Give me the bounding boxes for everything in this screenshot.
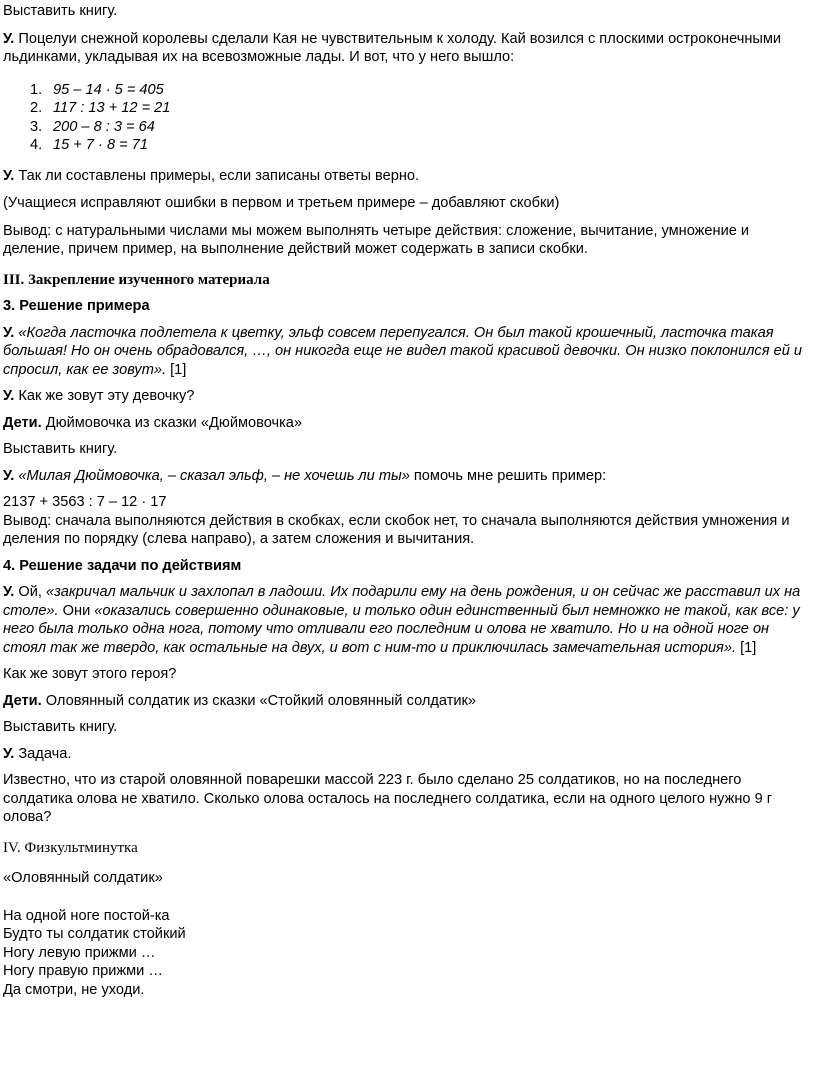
list-item (3, 136, 811, 155)
list-number: 4. (30, 137, 43, 153)
students-note: (Учащиеся исправляют ошибки в первом и третьем примере – добавляют скобки) (3, 195, 560, 211)
swallow-quote-paragraph (3, 324, 811, 380)
paragraph-text: Задача. (14, 745, 72, 762)
speaker-label: У. (3, 584, 15, 600)
example-expression: 95 – 14 · 5 = 405 (53, 81, 164, 98)
poem-title: «Оловянный солдатик» (3, 870, 163, 886)
poem-line: Да смотри, не уходи. (3, 981, 145, 998)
speaker-label: У. (3, 30, 15, 47)
example-expression-line: 2137 + 3563 : 7 – 12 · 17 (3, 494, 167, 510)
teacher-question (3, 167, 811, 186)
children-answer-soldier (3, 692, 811, 711)
document-page (3, 0, 811, 999)
elf-quote-paragraph (3, 467, 811, 486)
paragraph-text: Ой, (14, 584, 46, 600)
paragraph-text: Так ли составлены примеры, если записаны ответы верно. (14, 167, 420, 184)
hero-question: Как же зовут этого героя? (3, 666, 177, 682)
speaker-label: У. (3, 167, 15, 184)
list-number: 2. (30, 100, 43, 116)
reference: [1] (166, 361, 187, 378)
paragraph-text: Дюймовочка из сказки «Дюймовочка» (41, 414, 303, 431)
speaker-label: У. (3, 388, 15, 404)
paragraph-text: Как же зовут эту девочку? (14, 388, 195, 404)
quote-text: «Когда ласточка подлетела к цветку, эльф совсем перепугался. Он был такой крошечный, ласточка такая большая! Но он очень обрадовался, …, он никогда еще не видел такой красивой девочки. Он низко поклонился ей и спросил, как ее зовут». (3, 324, 802, 378)
paragraph-text: Оловянный солдатик из сказки «Стойкий оловянный солдатик» (41, 692, 477, 709)
quote-text: «закричал мальчик и захлопал в ладоши. Их подарили ему на день рождения, и он сейчас же расставил их на столе». (3, 584, 801, 619)
speaker-label: У. (3, 745, 15, 762)
poem-line: Ногу левую прижми … (3, 944, 156, 961)
conclusion-paragraph: Вывод: с натуральными числами мы можем выполнять четыре действия: сложение, вычитание, умножение и деление, причем пример, на выполнение действий может содержать в записи скобки. (3, 222, 750, 257)
speaker-label: Дети. (3, 414, 42, 431)
example-expression: 15 + 7 · 8 = 71 (53, 137, 148, 153)
subheading-example: 3. Решение примера (3, 298, 150, 314)
list-item (3, 99, 811, 118)
list-item (3, 118, 811, 137)
soldier-quote-paragraph (3, 583, 811, 657)
teacher-intro-paragraph (3, 30, 811, 67)
poem (3, 907, 811, 1000)
paragraph-text: Они (58, 602, 95, 619)
section-heading-4: IV. Физкультминутка (3, 839, 138, 856)
speaker-label: У. (3, 324, 15, 341)
examples-list (3, 81, 811, 155)
example-expression: 117 : 13 + 12 = 21 (53, 100, 171, 116)
show-book-line-2: Выставить книгу. (3, 719, 118, 735)
show-book-line: Выставить книгу. (3, 441, 118, 457)
quote-text: «оказались совершенно одинаковые, и только один единственный был немножко не такой, как все: у него была только одна нога, потому что отливали его последним и олова не хватило. Но и на одной ноге он стоял так же твердо, как остальные на двух, и вот с ним-то и приключилась замечательная история». (3, 602, 800, 656)
paragraph-text: помочь мне решить пример: (409, 467, 607, 484)
list-number: 1. (30, 81, 43, 98)
speaker-label: У. (3, 467, 15, 484)
children-answer-thumbelina (3, 414, 811, 433)
order-conclusion-paragraph: Вывод: сначала выполняются действия в скобках, если скобок нет, то сначала выполняются действия умножения и деления по порядку (слева направо), а затем сложения и вычитания. (3, 512, 790, 547)
task-label (3, 745, 811, 764)
section-heading-3: III. Закрепление изученного материала (3, 271, 270, 288)
quote-text: «Милая Дюймовочка, – сказал эльф, – не хочешь ли ты» (14, 467, 410, 484)
example-expression: 200 – 8 : 3 = 64 (53, 118, 155, 135)
reference: [1] (736, 639, 757, 656)
task-text: Известно, что из старой оловянной поварешки массой 223 г. было сделано 25 солдатиков, но на последнего солдатика олова не хватило. Сколько олова осталось на последнего солдатика, если на одного целого нужно 9 г олова? (3, 772, 773, 825)
poem-line: На одной ноге постой-ка (3, 907, 170, 924)
poem-line: Будто ты солдатик стойкий (3, 926, 186, 942)
poem-line: Ногу правую прижми … (3, 963, 163, 979)
list-item (3, 81, 811, 100)
paragraph-text: Поцелуи снежной королевы сделали Кая не чувствительным к холоду. Кай возился с плоскими остроконечными льдинками, укладывая их на всевозможные лады. И вот, что у него вышло: (3, 30, 782, 65)
list-number: 3. (30, 118, 43, 135)
speaker-label: Дети. (3, 692, 42, 709)
teacher-question-girl (3, 387, 811, 406)
subheading-task: 4. Решение задачи по действиям (3, 557, 242, 574)
top-line: Выставить книгу. (3, 3, 118, 19)
